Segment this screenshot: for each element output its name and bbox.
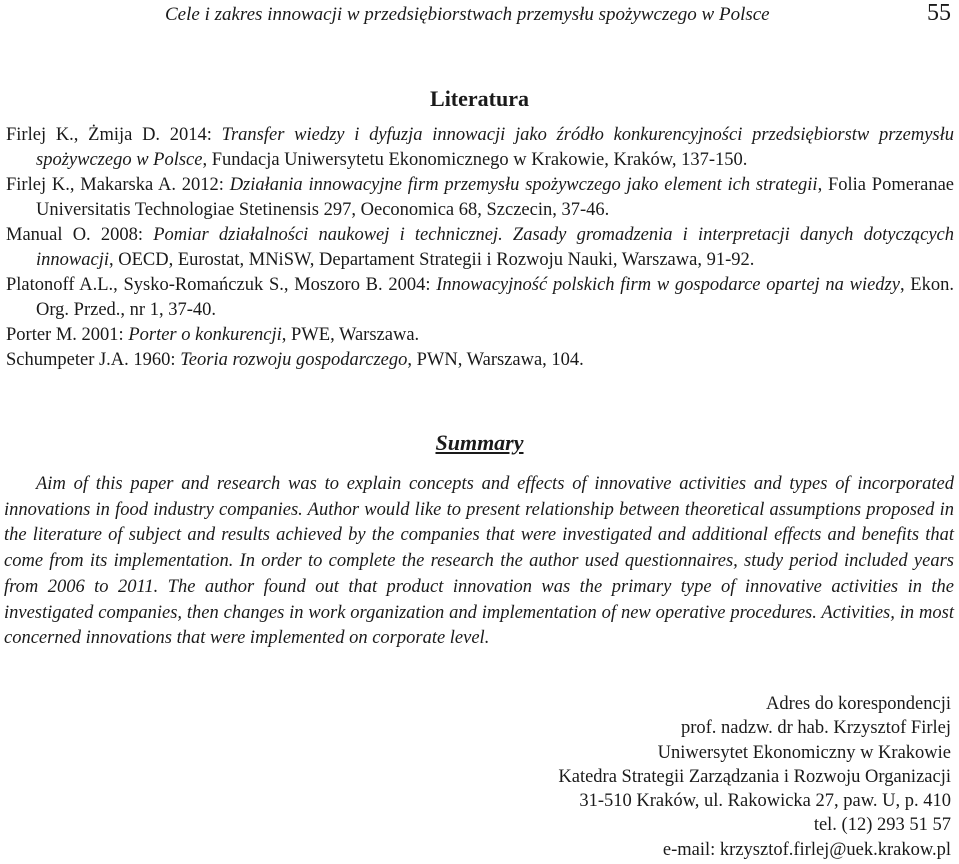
reference-item: Firlej K., Żmija D. 2014: Transfer wiedzy i dyfuzja innowacji jako źródło konkurencyjności przedsiębiorstw przemysłu spożywczego w Polsce, Fundacja Uniwersytetu Ekonomicznego w Krakowie, Kraków, 137-150.: [6, 125, 954, 170]
page-header: [0, 0, 959, 40]
reference-list: [6, 123, 954, 373]
reference-item: Platonoff A.L., Sysko-Romańczuk S., Moszoro B. 2004: Innowacyjność polskich firm w gospodarce opartej na wiedzy, Ekon. Org. Przed., nr 1, 37-40.: [6, 275, 954, 320]
author-name: prof. nadzw. dr hab. Krzysztof Firlej: [680, 718, 951, 739]
department: Katedra Strategii Zarządzania i Rozwoju Organizacji: [558, 766, 951, 787]
correspondence-address: [351, 692, 951, 862]
reference-item: Manual O. 2008: Pomiar działalności naukowej i technicznej. Zasady gromadzenia i interpretacji danych dotyczących innowacji, OECD, Eurostat, MNiSW, Departament Strategii i Rozwoju Nauki, Warszawa, 91-92.: [6, 225, 954, 270]
email: e-mail: krzysztof.firlej@uek.krakow.pl: [662, 839, 951, 860]
university: Uniwersytet Ekonomiczny w Krakowie: [657, 742, 951, 763]
literature-heading: Literatura: [430, 86, 529, 111]
address-heading: Adres do korespondencji: [766, 694, 951, 714]
reference-item: Firlej K., Makarska A. 2012: Działania innowacyjne firm przemysłu spożywczego jako element ich strategii, Folia Pomeranae Universitatis Technologiae Stetinensis 297, Oeconomica 68, Szczecin, 37-46.: [6, 175, 954, 220]
reference-item: Schumpeter J.A. 1960: Teoria rozwoju gospodarczego, PWN, Warszawa, 104.: [6, 350, 584, 370]
street-address: 31-510 Kraków, ul. Rakowicka 27, paw. U, p. 410: [579, 791, 951, 812]
reference-item: Porter M. 2001: Porter o konkurencji, PWE, Warszawa.: [6, 325, 420, 345]
phone: tel. (12) 293 51 57: [813, 815, 951, 836]
summary-paragraph: Aim of this paper and research was to explain concepts and effects of innovative activities and types of incorporated innovations in food industry companies. Author would like to present relationship between theoretical assumptions proposed in the literature of subject and results achieved by the companies that were investigated and additional effects and benefits that come from its implementation. In order to complete the research the author used questionnaires, study period included years from 2006 to 2011. The author found out that product innovation was the primary type of innovative activities in the investigated companies, then changes in work organization and implementation of new operative procedures. Activities, in most concerned innovations that were implemented on corporate level.: [4, 474, 954, 649]
page-number: 55: [927, 0, 951, 26]
running-title: Cele i zakres innowacji w przedsiębiorstwach przemysłu spożywczego w Polsce: [165, 4, 770, 25]
summary-heading: Summary: [435, 430, 524, 455]
